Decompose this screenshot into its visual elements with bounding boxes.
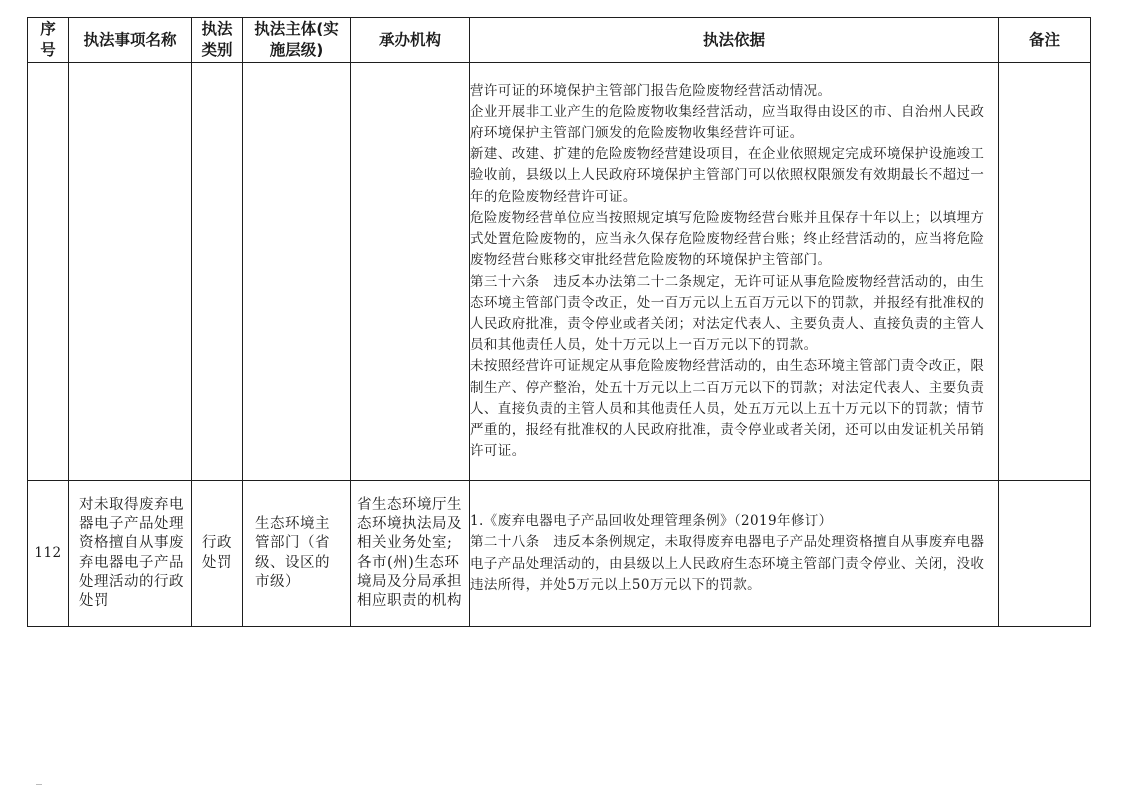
basis-paragraph: 危险废物经营单位应当按照规定填写危险废物经营台账并且保存十年以上；以填埋方式处置危险废物的，应当永久保存危险废物经营台账；终止经营活动的，应当将危险废物经营台账移交审批经营危险废物的环境保护主管部门。: [470, 209, 985, 269]
header-category: 执法类别: [192, 18, 243, 63]
row-basis: [470, 481, 999, 627]
continued-row: [28, 63, 1091, 481]
continued-subject-cell: [243, 63, 351, 481]
continued-item-name-cell: [69, 63, 192, 481]
scan-mark: [36, 784, 42, 785]
basis-text: 第二十八条 违反本条例规定，未取得废弃电器电子产品处理资格擅自从事废弃电器电子产品处理活动的，由县级以上人民政府生态环境主管部门责令停业、关闭，没收违法所得，并处5万元以上50万元以下的罚款。: [470, 534, 985, 593]
continued-agency-cell: [351, 63, 470, 481]
row-agency: 省生态环境厅生态环境执法局及相关业务处室;各市(州)生态环境局及分局承担相应职责的机构: [351, 481, 470, 627]
basis-paragraph: 营许可证的环境保护主管部门报告危险废物经营活动情况。: [470, 82, 832, 99]
basis-title: 1.《废弃电器电子产品回收处理管理条例》（2019年修订）: [470, 513, 833, 530]
header-item-name: 执法事项名称: [69, 18, 192, 63]
basis-paragraph: 第三十六条 违反本办法第二十二条规定，无许可证从事危险废物经营活动的，由生态环境主管部门责令改正，处一百万元以上五百万元以下的罚款，并报经有批准权的人民政府批准，责令停业或者关闭；对法定代表人、主要负责人、直接负责的主管人员和其他责任人员，处十万元以上一百万元以下的罚款。: [470, 273, 985, 354]
header-basis: 执法依据: [470, 18, 999, 63]
basis-paragraph: 未按照经营许可证规定从事危险废物经营活动的，由生态环境主管部门责令改正，限制生产、停产整治，处五十万元以上二百万元以下的罚款；对法定代表人、主要负责人、直接负责的主管人员和其他责任人员，处五万元以上五十万元以下的罚款；情节严重的，报经有批准权的人民政府批准，责令停业或者关闭，还可以由发证机关吊销许可证。: [470, 358, 985, 460]
row-subject: 生态环境主管部门（省级、设区的市级）: [243, 481, 351, 627]
row-category: 行政处罚: [192, 481, 243, 627]
continued-category-cell: [192, 63, 243, 481]
continued-basis-cell: [470, 63, 999, 481]
continued-seq-cell: [28, 63, 69, 481]
header-agency: 承办机构: [351, 18, 470, 63]
row-remarks: [999, 481, 1091, 627]
basis-paragraph: 新建、改建、扩建的危险废物经营建设项目，在企业依照规定完成环境保护设施竣工验收前，县级以上人民政府环境保护主管部门可以依照权限颁发有效期最长不超过一年的危险废物经营许可证。: [470, 146, 985, 205]
enforcement-table: [27, 17, 1091, 627]
row-item-name: 对未取得废弃电器电子产品处理资格擅自从事废弃电器电子产品处理活动的行政处罚: [69, 481, 192, 627]
table-row-112: [28, 481, 1091, 627]
header-subject: 执法主体(实施层级): [243, 18, 351, 63]
basis-paragraph: 企业开展非工业产生的危险废物收集经营活动，应当取得由设区的市、自治州人民政府环境保护主管部门颁发的危险废物收集经营许可证。: [470, 103, 985, 142]
header-row: [28, 18, 1091, 63]
header-remarks: 备注: [999, 18, 1091, 63]
row-seq: 112: [28, 481, 69, 627]
continued-remarks-cell: [999, 63, 1091, 481]
header-seq: 序号: [28, 18, 69, 63]
